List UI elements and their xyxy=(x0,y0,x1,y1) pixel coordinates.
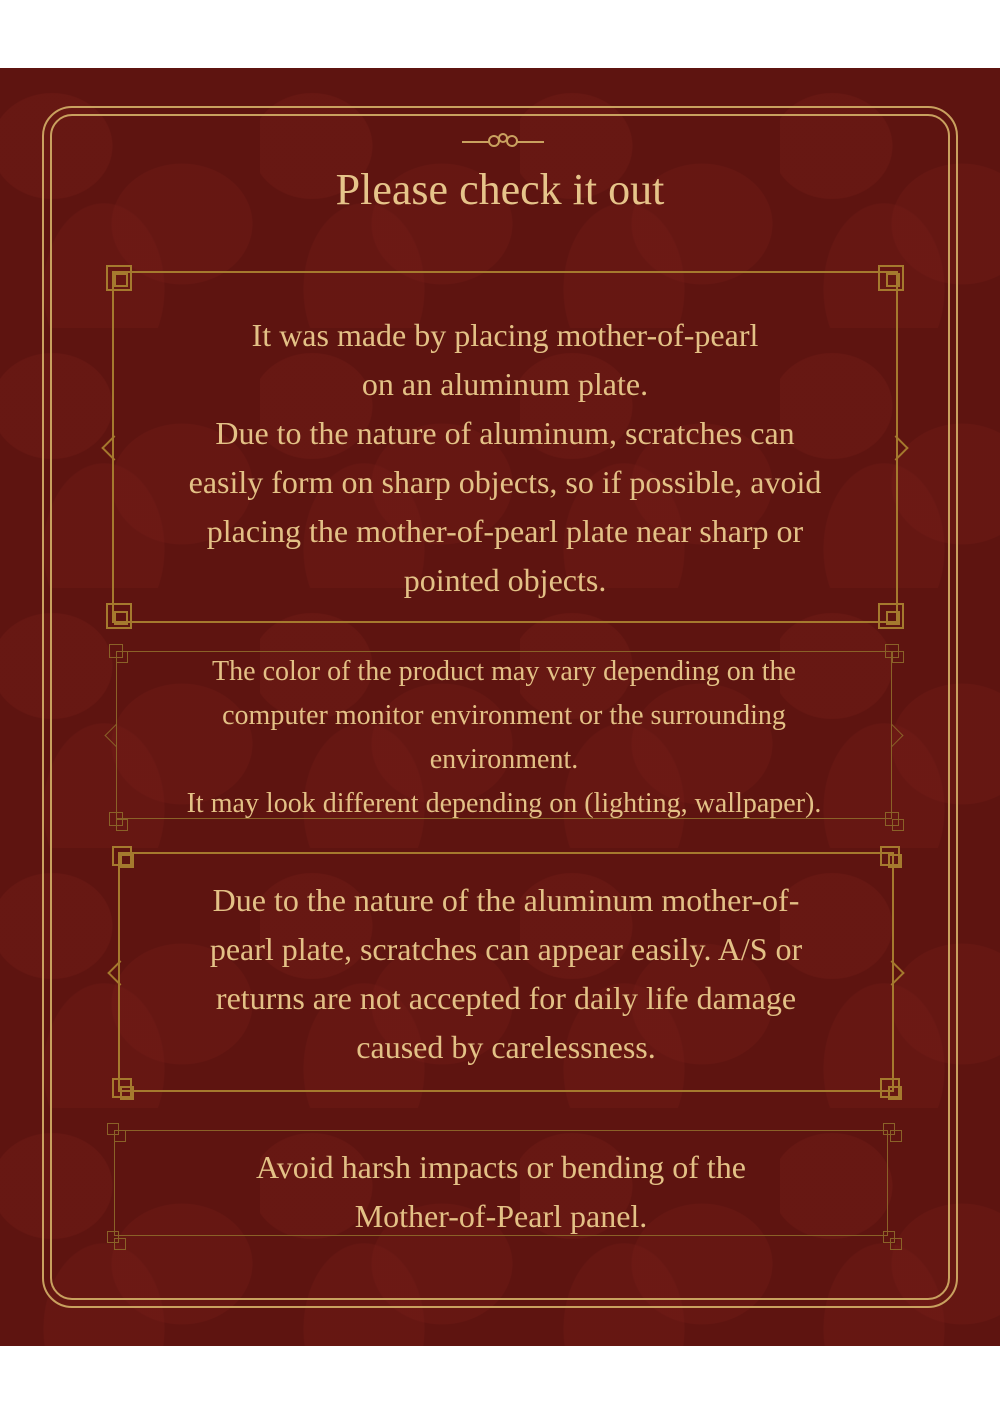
notice-line: computer monitor environment or the surrounding xyxy=(222,700,786,731)
corner-ornament xyxy=(112,846,132,866)
corner-ornament xyxy=(880,846,900,866)
notice-line: It was made by placing mother-of-pearl xyxy=(251,317,759,353)
corner-ornament xyxy=(106,265,132,291)
corner-ornament xyxy=(107,1123,119,1135)
notice-box-4 xyxy=(114,1130,888,1236)
notice-line: on an aluminum plate. xyxy=(361,366,649,402)
notice-line: Due to the nature of aluminum, scratches can xyxy=(215,415,795,451)
notice-line: easily form on sharp objects, so if possible, avoid xyxy=(188,464,822,500)
corner-ornament xyxy=(112,1078,132,1098)
notice-text-2 xyxy=(97,650,911,826)
corner-ornament xyxy=(880,1078,900,1098)
corner-ornament xyxy=(878,265,904,291)
notice-line: pearl plate, scratches can appear easily. A/S or xyxy=(209,931,803,967)
notice-panel xyxy=(0,68,1000,1346)
ornamental-flourish-icon xyxy=(460,130,546,152)
notice-box-1 xyxy=(112,271,898,623)
notice-line: returns are not accepted for daily life damage xyxy=(215,980,797,1016)
notice-box-3 xyxy=(118,852,894,1092)
notice-box-2 xyxy=(116,651,892,819)
notice-text-3 xyxy=(120,876,892,1072)
corner-ornament xyxy=(106,603,132,629)
notice-line: caused by carelessness. xyxy=(356,1029,656,1065)
notice-line: Mother-of-Pearl panel. xyxy=(354,1198,648,1234)
notice-line: It may look different depending on (lighting, wallpaper). xyxy=(186,788,822,819)
notice-text-4 xyxy=(115,1143,887,1241)
corner-ornament xyxy=(883,1123,895,1135)
notice-line: Avoid harsh impacts or bending of the xyxy=(256,1149,746,1185)
corner-ornament xyxy=(878,603,904,629)
page-title: Please check it out xyxy=(335,165,665,214)
notice-line: The color of the product may vary depending on the xyxy=(212,656,796,687)
notice-line: placing the mother-of-pearl plate near sharp or xyxy=(206,513,804,549)
notice-text-1 xyxy=(114,311,896,605)
notice-line: environment. xyxy=(429,744,579,775)
notice-line: Due to the nature of the aluminum mother-of- xyxy=(212,882,800,918)
notice-line: pointed objects. xyxy=(403,562,607,598)
